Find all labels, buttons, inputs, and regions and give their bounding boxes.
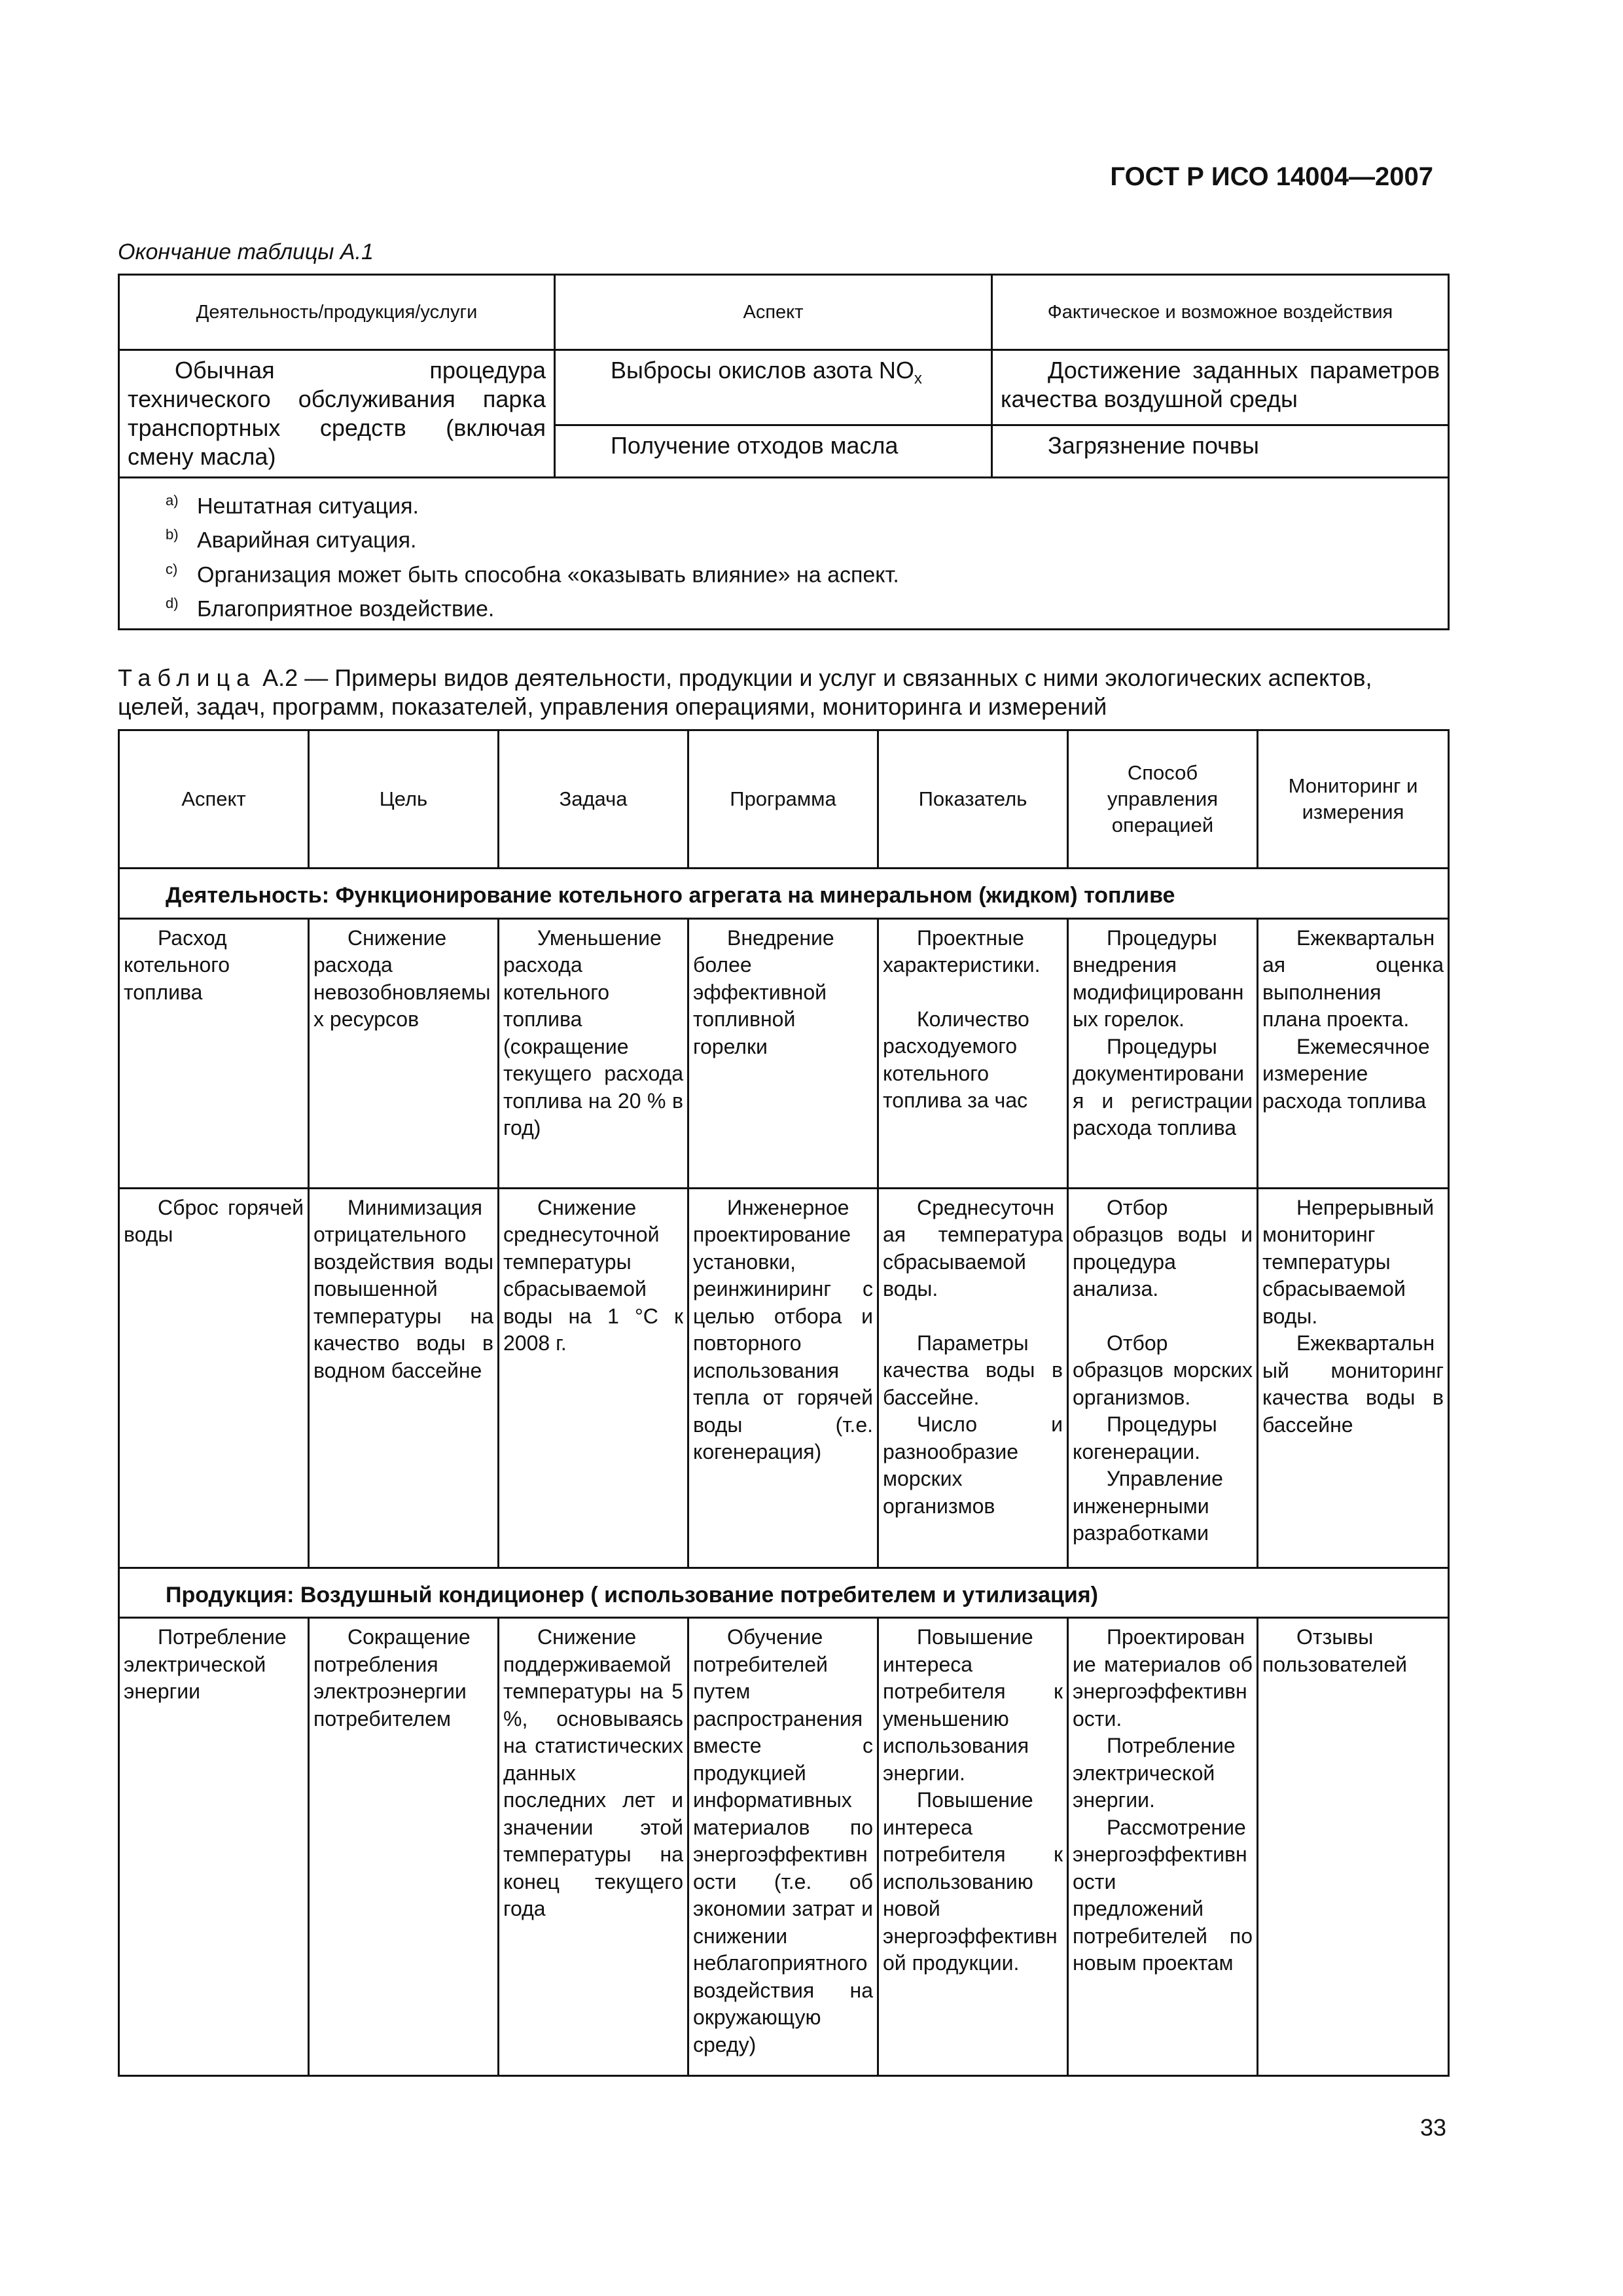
table-a2-cell-monitoring xyxy=(1258,918,1449,1188)
footnote-text: Организация может быть способна «оказывать влияние» на аспект. xyxy=(197,562,899,587)
table-a2-header-goal: Цель xyxy=(309,730,499,869)
table-a2-cell-indicator xyxy=(878,1188,1068,1568)
table-a1-notes xyxy=(119,478,1449,630)
table-a1-header-impact: Фактическое и возможное воздействия xyxy=(992,275,1449,350)
table-a2-cell-task xyxy=(499,1188,688,1568)
footnote-marker: b) xyxy=(166,526,179,543)
cell-text: Управление инженерными разработками xyxy=(1073,1467,1223,1545)
cell-text: Инженерное проектирование установки, реинжиниринг с целью отбора и повторного использования тепла от горячей воды (т.е. когенерация) xyxy=(693,1195,873,1463)
cell-text: Уменьшение расхода котельного топлива (сокращение текущего расхода топлива на 20 % в год) xyxy=(503,925,683,1139)
table-a2-cell-aspect xyxy=(119,1188,309,1568)
page-number: 33 xyxy=(1419,2114,1446,2141)
footnote-text: Благоприятное воздействие. xyxy=(197,596,495,622)
cell-text: Снижение расхода невозобновляемых ресурсов xyxy=(313,925,491,1031)
cell-text: Ежемесячное измерение расхода топлива xyxy=(1262,1034,1430,1113)
footnote-marker: c) xyxy=(166,560,178,577)
table-a2-cell-task xyxy=(499,918,688,1188)
table-a2-cell-task xyxy=(499,1618,688,2076)
table-a2-header-method: Способ управления операцией xyxy=(1068,730,1258,869)
table-a1-aspect-text: Выбросы окислов азота NO xyxy=(611,357,914,384)
table-a2-cell-program xyxy=(688,1188,878,1568)
cell-text: Сокращение потребления электроэнергии потребителем xyxy=(313,1625,471,1731)
cell-text: Процедуры внедрения модифицированных горелок. xyxy=(1073,925,1244,1031)
table-a2-section-product: Продукция: Воздушный кондиционер ( использование потребителем и утилизация) xyxy=(119,1568,1449,1618)
table-a2-section-row xyxy=(119,869,1449,919)
cell-text: Отзывы пользователей xyxy=(1262,1625,1407,1676)
cell-text: Расход котельного топлива xyxy=(124,925,230,1004)
table-a2-cell-program xyxy=(688,918,878,1188)
table-a1-header-aspect: Аспект xyxy=(555,275,992,350)
table-continuation-label: Окончание таблицы А.1 xyxy=(118,240,374,264)
table-a1-activity-cell: Обычная процедура технического обслуживания парка транспортных средств (включая смену масла) xyxy=(119,350,555,478)
cell-text: Процедуры когенерации. xyxy=(1073,1412,1217,1463)
table-a2-cell-indicator xyxy=(878,918,1068,1188)
table-a2-row xyxy=(119,1618,1449,2076)
table-a1 xyxy=(118,274,1450,630)
cell-text: Минимизация отрицательного воздействия воды повышенной температуры на качество воды в водном бассейне xyxy=(313,1195,493,1382)
table-a2-cell-method xyxy=(1068,1618,1258,2076)
footnote-marker: a) xyxy=(166,492,179,509)
cell-text: Повышение интереса потребителя к уменьшению использования энергии. xyxy=(883,1625,1063,1785)
table-a2-caption-text: А.2 — Примеры видов деятельности, продукции и услуг и связанных с ними экологических аспектов, целей, задач, программ, показателей, управления операциями, мониторинга и измерений xyxy=(118,664,1372,720)
cell-text: Проектирование материалов об энергоэффективности. xyxy=(1073,1625,1253,1731)
table-a1-header-activity: Деятельность/продукция/услуги xyxy=(119,275,555,350)
table-a2-header-aspect: Аспект xyxy=(119,730,309,869)
cell-text: Среднесуточная температура сбрасываемой воды. xyxy=(883,1195,1063,1300)
footnote xyxy=(166,589,1402,623)
table-a2-header-row xyxy=(119,730,1449,869)
table-a1-notes-row xyxy=(119,478,1449,630)
table-a2-cell-goal xyxy=(309,1618,499,2076)
footnote-text: Аварийная ситуация. xyxy=(197,528,417,553)
cell-text: Отбор образцов морских организмов. xyxy=(1073,1331,1253,1409)
table-a2-cell-indicator xyxy=(878,1618,1068,2076)
table-a1-header-row xyxy=(119,275,1449,350)
cell-text: Количество расходуемого котельного топлива за час xyxy=(883,1007,1029,1112)
cell-text: Параметры качества воды в бассейне. xyxy=(883,1331,1063,1409)
table-a1-aspect-cell: Получение отходов масла xyxy=(555,425,992,478)
footnote xyxy=(166,486,1402,520)
cell-text: Потребление электрической энергии. xyxy=(1073,1734,1236,1812)
cell-text: Процедуры документирования и регистрации расхода топлива xyxy=(1073,1034,1253,1139)
document-standard-header: ГОСТ Р ИСО 14004—2007 xyxy=(1110,162,1433,191)
table-a2-cell-aspect xyxy=(119,918,309,1188)
cell-text: Ежеквартальная оценка выполнения плана проекта. xyxy=(1262,925,1444,1031)
table-a1-aspect-subscript: x xyxy=(914,370,922,388)
table-a1-impact-cell: Загрязнение почвы xyxy=(992,425,1449,478)
cell-text: Повышение интереса потребителя к использованию новой энергоэффективной продукции. xyxy=(883,1788,1063,1975)
cell-text: Проектные характеристики. xyxy=(883,925,1041,977)
table-a2-cell-goal xyxy=(309,918,499,1188)
table-a1-impact-cell: Достижение заданных параметров качества воздушной среды xyxy=(992,350,1449,425)
footnote-marker: d) xyxy=(166,594,179,611)
cell-text: Рассмотрение энергоэффективности предложений потребителей по новым проектам xyxy=(1073,1815,1253,1975)
table-a2 xyxy=(118,729,1450,2077)
table-a2-row xyxy=(119,918,1449,1188)
footnote xyxy=(166,520,1402,554)
table-a2-cell-method xyxy=(1068,1188,1258,1568)
footnote-text: Нештатная ситуация. xyxy=(197,493,419,519)
cell-text: Непрерывный мониторинг температуры сбрасываемой воды. xyxy=(1262,1195,1435,1328)
cell-text: Обучение потребителей путем распространения вместе с продукцией информативных материалов по энергоэффективности (т.е. об экономии затрат и снижении неблагоприятного воздействия на окружающую среду) xyxy=(693,1625,873,2056)
table-a2-header-indicator: Показатель xyxy=(878,730,1068,869)
cell-text: Снижение среднесуточной температуры сбрасываемой воды на 1 °С к 2008 г. xyxy=(503,1195,683,1355)
table-a2-cell-method xyxy=(1068,918,1258,1188)
cell-text: Число и разнообразие морских организмов xyxy=(883,1412,1063,1518)
table-a2-header-monitoring: Мониторинг и измерения xyxy=(1258,730,1449,869)
table-a2-cell-aspect xyxy=(119,1618,309,2076)
table-a2-header-task: Задача xyxy=(499,730,688,869)
cell-text: Сброс горячей воды xyxy=(124,1195,304,1246)
cell-text: Ежеквартальный мониторинг качества воды в бассейне xyxy=(1262,1331,1444,1437)
table-a2-section-activity: Деятельность: Функционирование котельного агрегата на минеральном (жидком) топливе xyxy=(119,869,1449,919)
table-a2-caption xyxy=(118,664,1448,721)
table-a2-row xyxy=(119,1188,1449,1568)
table-a2-cell-goal xyxy=(309,1188,499,1568)
table-a2-cell-monitoring xyxy=(1258,1188,1449,1568)
table-a2-header-program: Программа xyxy=(688,730,878,869)
table-a2-cell-program xyxy=(688,1618,878,2076)
cell-text: Снижение поддерживаемой температуры на 5 %, основываясь на статистических данных последних лет и значении этой температуры на конец текущего года xyxy=(503,1625,683,1920)
footnote xyxy=(166,555,1402,589)
cell-text: Внедрение более эффективной топливной горелки xyxy=(693,925,834,1058)
table-a1-row xyxy=(119,350,1449,425)
cell-text: Потребление электрической энергии xyxy=(124,1625,287,1703)
table-a2-section-row xyxy=(119,1568,1449,1618)
cell-text: Отбор образцов воды и процедура анализа. xyxy=(1073,1195,1253,1300)
table-a2-cell-monitoring xyxy=(1258,1618,1449,2076)
table-a2-caption-word: Таблица xyxy=(118,664,257,691)
table-a1-aspect-cell xyxy=(555,350,992,425)
